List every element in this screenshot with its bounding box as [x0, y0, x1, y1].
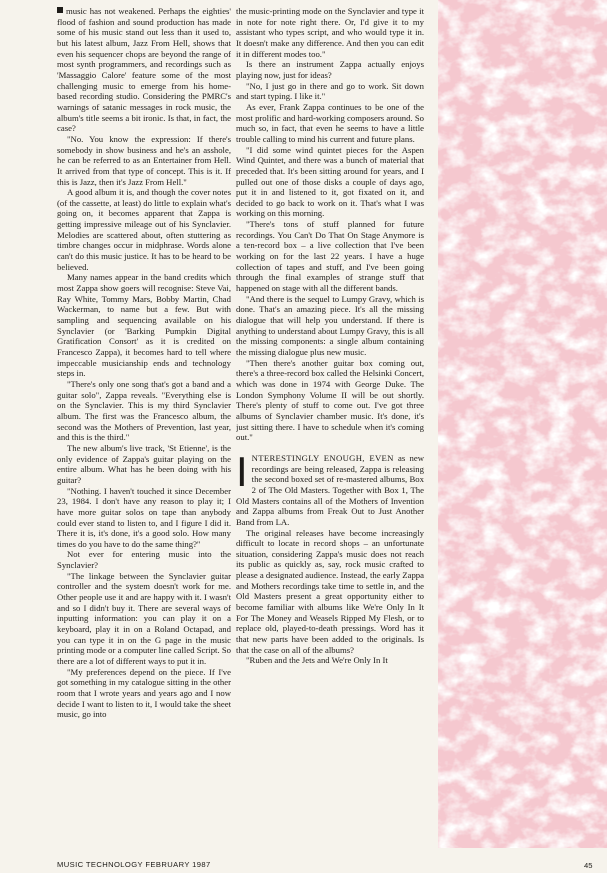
paragraph: A good album it is, and though the cover notes (of the cassette, at least) do little to explain what's going on, it becomes apparent that Zappa is getting impressive mileage out of his Synclavier. Melodies are scattered about, often stuttering as timbre changes occur in midphrase. Words alone can't do this music justice. It has to be heard to be believed.	[57, 187, 231, 272]
paragraph: "And there is the sequel to Lumpy Gravy, which is done. That's an amazing piece. It's all the missing dialogue that will help you understand. If there is anything to understand about Lumpy Gravy, this is all the missing components: a single album containing the missing dialogue plus new music.	[236, 293, 424, 357]
bullet-icon	[57, 7, 63, 13]
publication-footer: MUSIC TECHNOLOGY FEBRUARY 1987	[57, 860, 211, 869]
paragraph: "I did some wind quintet pieces for the Aspen Wind Quintet, and there was a bunch of material that preceded that. It's been sitting around for years, and I pulled out one of those disks a couple of days ago, put it in and listened to it, got fixated on it, and decided to go back to work on it. That's what I was working on this morning.	[236, 144, 424, 219]
paragraph: Is there an instrument Zappa actually enjoys playing now, just for ideas?	[236, 59, 424, 80]
paragraph: The original releases have become increasingly difficult to locate in record shops – an unfortunate situation, considering Zappa's music does not reach its public as quickly as, say, rock music crafted to please a designated audience. Instead, the early Zappa and Mothers recordings take time to settle in, and the Old Masters present a great opportunity either to become familiar with albums like We're Only In It For The Money and Weasels Ripped My Flesh, or to replace old, played-to-death pressings. Word has it that new parts have been added to the originals. Is that the case on all of the albums?	[236, 527, 424, 655]
paragraph: "Nothing. I haven't touched it since December 23, 1984. I don't have any reason to play it; I have more guitar solos on tape than anybody could ever stand to listen to, and I figure I did it. There it is, it's done, it's a good solo. How many times do you have to do the same thing?"	[57, 485, 231, 549]
decorative-pink-texture	[438, 0, 607, 848]
paragraph: "There's only one song that's got a band and a guitar solo", Zappa reveals. "Everything else is on the Synclavier. This is my third Synclavier album. The first was the Francesco album, the second was the Mothers of Prevention, last year, and this is the third."	[57, 378, 231, 443]
paragraph: music has not weakened. Perhaps the eighties' flood of fashion and sound production has made some of his music stand out less than it used to, but his latest album, Jazz From Hell, shows that even his sequencer chops are beyond the range of most synth programmers, and recordings such as 'Massaggio Calore' feature some of the most challenging music to emerge from his home-based recording studio. Considering the PMRC's warnings of satanic messages in rock music, the album's title seems a bit ironic. Is that, in fact, the case?	[57, 6, 231, 134]
section-lead-in: NTERESTINGLY ENOUGH, EVEN	[251, 452, 394, 463]
paragraph: "Then there's another guitar box coming out, there's a three-record box called the Helsinki Concert, which was done in 1974 with George Duke. The London Symphony Volume II will be out shortly. There's plenty of stuff to come out. I've got three albums of Synclavier chamber music. It's done, it's just sitting there. I have to schedule when it's coming out."	[236, 357, 424, 443]
paragraph: Many names appear in the band credits which most Zappa show goers will recognise: Steve Vai, Ray White, Tommy Mars, Bobby Martin, Chad Wackerman, to name but a few. But with sampling and sequencing available on his Synclavier (or 'Barking Pumpkin Digital Gratification Consort' as it is credited on Francesco Zappa), it becomes hard to tell where impeccable musicianship ends and technology steps in.	[57, 272, 231, 379]
paragraph: "The linkage between the Synclavier guitar controller and the system doesn't work for me. Other people use it and are happy with it. I wasn't and so I didn't buy it. There are several ways of inputting information: you can play it on a keyboard, play it in on a Roland Octapad, and you can type it in on the G page in the music printing mode or a computer line called Script. So there are a lot of different ways to put it in.	[57, 570, 231, 667]
paragraph: "My preferences depend on the piece. If I've got something in my catalogue sitting in the other room that I wrote years and years ago and I now decide I want to listen to it, I would take the sheet music, go into	[57, 666, 231, 720]
paragraph: As ever, Frank Zappa continues to be one of the most prolific and hard-working composers around. So much so, in fact, that even he seems to have a little trouble calling to mind his current and future plans.	[236, 101, 424, 144]
text-column-left	[57, 6, 231, 862]
drop-cap: I	[236, 447, 248, 495]
section-opening-paragraph: INTERESTINGLY ENOUGH, EVEN as new recordings are being released, Zappa is releasing the second boxed set of re-mastered albums, Box 2 of The Old Masters. Together with Box 1, The Old Masters contains all of the Mothers of Invention and Zappa albums from Freak Out to Just Another Band from LA.	[236, 447, 424, 527]
text-column-right	[236, 6, 424, 856]
page-number: 45	[584, 861, 593, 870]
paragraph: "No. You know the expression: If there's somebody in show business and he's an asshole, he can be referred to as an Entertainer from Hell. It arrived from that type of concept. This is it. If this is Jazz, then it's Jazz From Hell."	[57, 133, 231, 187]
paragraph: The new album's live track, 'St Etienne', is the only evidence of Zappa's guitar playing on the entire album. What has he been doing with his guitar?	[57, 442, 231, 485]
paragraph: "Ruben and the Jets and We're Only In It	[246, 655, 388, 666]
paragraph: "There's tons of stuff planned for future recordings. You Can't Do That On Stage Anymore is a ten-record box – a live collection that I've been working on for the last 22 years. I have a huge collection of tapes and stuff, and I've been going through the final examples of strange stuff that happened on stage with all the different bands.	[236, 219, 424, 294]
paragraph: "No, I just go in there and go to work. Sit down and start typing. I like it."	[236, 80, 424, 102]
paragraph: Not ever for entering music into the Synclavier?	[57, 549, 231, 571]
paragraph: the music-printing mode on the Synclavier and type it in note for note right there. Or, I'd give it to my assistant who types script, and who would type it in. It doesn't make any difference. And then you can edit it in different modes too."	[236, 6, 424, 59]
